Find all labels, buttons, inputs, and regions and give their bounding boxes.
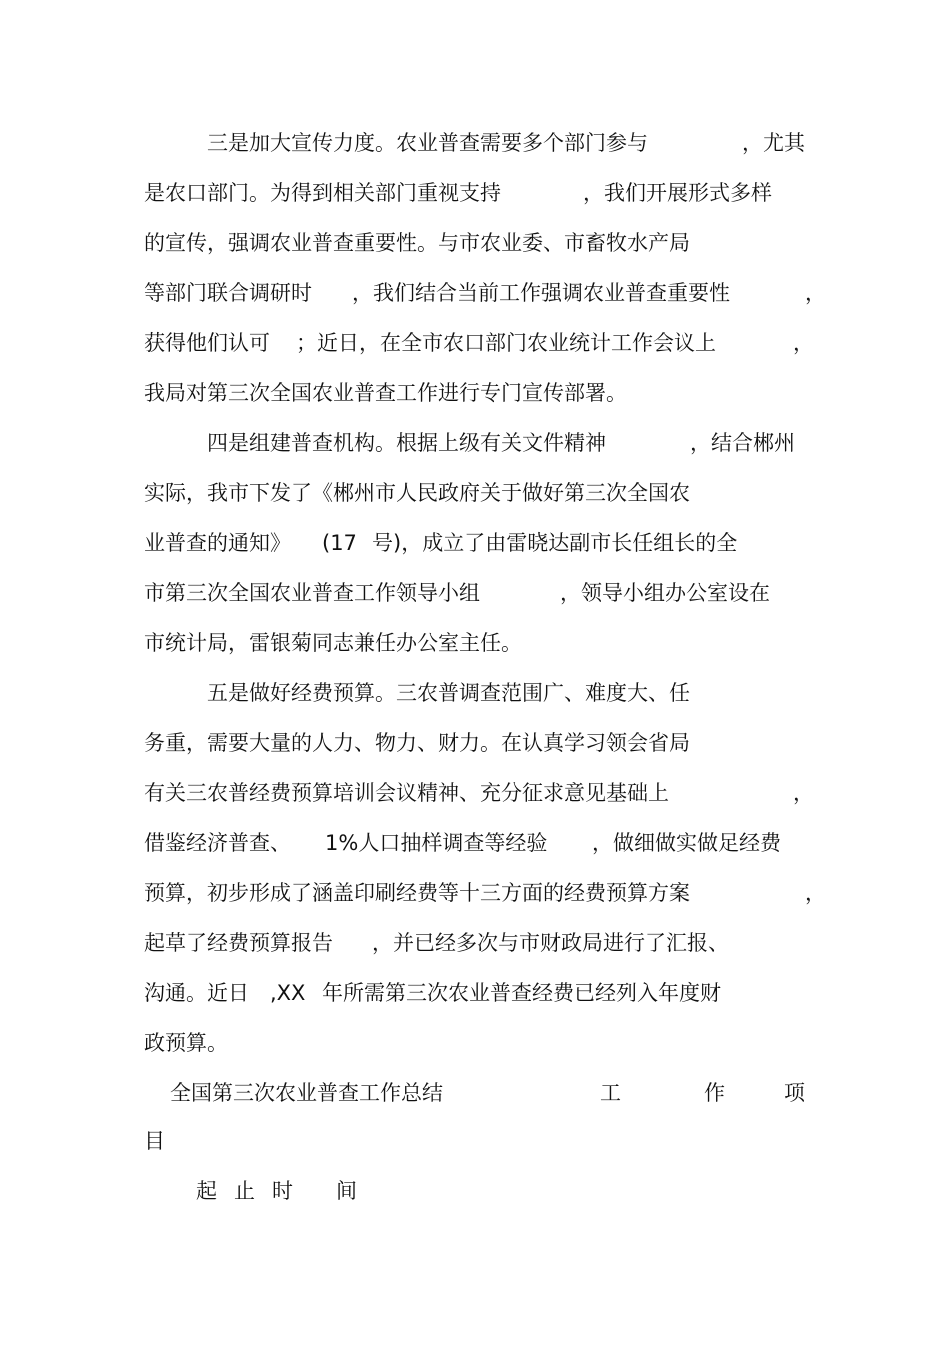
text-segment: ，结合郴州 [690,431,795,455]
time-char: 时 [272,1179,293,1203]
text-segment: 获得他们认可 [144,331,270,355]
text-segment: 实际，我市下发了《郴州市人民政府关于做好第三次全国农 [144,481,690,505]
text-segment: 市第三次全国农业普查工作领导小组 [144,581,480,605]
text-segment: ,XX [270,981,306,1005]
text-segment: 1%人口抽样调查等经验 [325,831,548,855]
time-char: 间 [336,1179,357,1203]
column-char: 工 [600,1081,621,1105]
text-segment: 务重，需要大量的人力、物力、财力。在认真学习领会省局 [144,731,690,755]
column-char: 项 [784,1081,805,1105]
text-segment: 市统计局，雷银菊同志兼任办公室主任。 [144,631,522,655]
text-segment: 的宣传，强调农业普查重要性。与市农业委、市畜牧水产局 [144,231,690,255]
text-segment: 沟通。近日 [144,981,249,1005]
text-segment: 我局对第三次全国农业普查工作进行专门宣传部署。 [144,381,627,405]
table-title: 全国第三次农业普查工作总结 [170,1081,443,1105]
text-segment: 预算，初步形成了涵盖印刷经费等十三方面的经费预算方案 [144,881,690,905]
text-segment: 政预算。 [144,1031,228,1055]
text-segment: 借鉴经济普查、 [144,831,291,855]
text-segment: 号)，成立了由雷晓达副市长任组长的全 [372,531,738,555]
text-segment: 五是做好经费预算。三农普调查范围广、难度大、任 [207,681,690,705]
text-segment: 等部门联合调研时 [144,281,312,305]
text-segment: 三是加大宣传力度。农业普查需要多个部门参与 [207,131,648,155]
text-segment: 是农口部门。为得到相关部门重视支持 [144,181,501,205]
time-char: 止 [234,1179,255,1203]
text-segment: ， [793,331,814,355]
text-segment: 起草了经费预算报告 [144,931,333,955]
text-segment: ， [805,281,826,305]
text-segment: ，我们开展形式多样 [583,181,772,205]
text-segment: 业普查的通知》 [144,531,291,555]
text-segment: 年所需第三次农业普查经费已经列入年度财 [322,981,721,1005]
text-segment: ，我们结合当前工作强调农业普查重要性 [352,281,730,305]
text-segment: 有关三农普经费预算培训会议精神、充分征求意见基础上 [144,781,669,805]
text-segment: 四是组建普查机构。根据上级有关文件精神 [207,431,606,455]
text-segment: ， [805,881,826,905]
time-char: 起 [196,1179,217,1203]
text-segment: ，尤其 [742,131,805,155]
text-segment: ，做细做实做足经费 [592,831,781,855]
column-char: 作 [704,1081,725,1105]
text-segment: ；近日，在全市农口部门农业统计工作会议上 [296,331,716,355]
column-char: 目 [144,1129,165,1153]
text-segment: ，领导小组办公室设在 [560,581,770,605]
text-segment: ， [793,781,814,805]
text-segment: (17 [322,531,357,555]
text-segment: ，并已经多次与市财政局进行了汇报、 [372,931,729,955]
